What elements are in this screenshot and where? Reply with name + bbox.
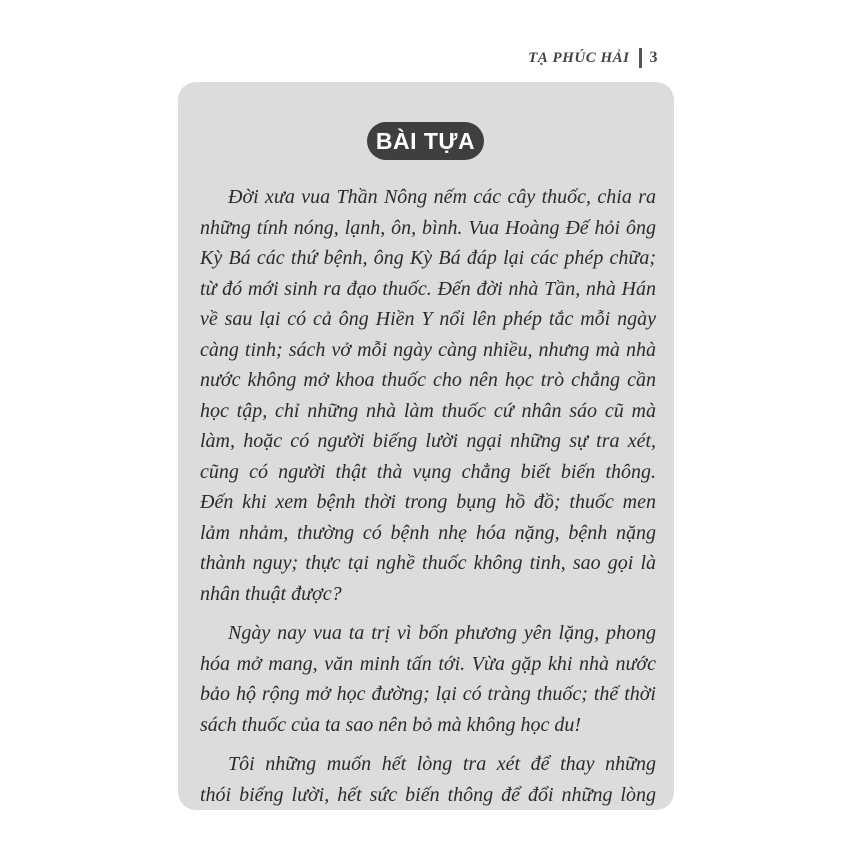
section-title: BÀI TỰA xyxy=(367,122,484,160)
preface-line: hóa mở mang, văn minh tấn tới. Vừa gặp khi nhà nước xyxy=(200,652,656,675)
running-header-author: TẠ PHÚC HẢI xyxy=(528,49,630,66)
preface-paragraph xyxy=(200,749,656,810)
preface-line: nhân thuật được? xyxy=(200,582,342,605)
preface-line: cũng có người thật thà vụng chẳng biết biến thông. xyxy=(200,460,656,483)
preface-line: sách thuốc của ta sao nên bỏ mà không học du! xyxy=(200,713,582,736)
preface-panel xyxy=(178,82,674,810)
preface-line: càng tinh; sách vở mỗi ngày càng nhiều, nhưng mà nhà xyxy=(200,338,656,361)
preface-paragraph xyxy=(200,618,656,740)
preface-line: lảm nhảm, thường có bệnh nhẹ hóa nặng, bệnh nặng xyxy=(200,521,656,544)
preface-line: bảo hộ rộng mở học đường; lại có tràng thuốc; thế thời xyxy=(200,683,656,705)
preface-line: từ đó mới sinh ra đạo thuốc. Đến đời nhà Tần, nhà Hán xyxy=(200,277,656,300)
preface-line: Kỳ Bá các thứ bệnh, ông Kỳ Bá đáp lại các phép chữa; xyxy=(200,247,656,269)
preface-line: Đến khi xem bệnh thời trong bụng hồ đồ; thuốc men xyxy=(200,491,656,513)
running-header xyxy=(528,48,658,68)
page-number: 3 xyxy=(649,49,658,66)
preface-line: Tôi những muốn hết lòng tra xét để thay những xyxy=(228,753,656,775)
preface-line: Đời xưa vua Thần Nông nếm các cây thuốc, chia ra xyxy=(228,186,656,208)
preface-line: làm, hoặc có người biếng lười ngại những sự tra xét, xyxy=(200,430,656,452)
preface-line: thói biếng lười, hết sức biến thông để đổi những lòng xyxy=(200,783,656,806)
preface-line: về sau lại có cả ông Hiền Y nổi lên phép tắc mỗi ngày xyxy=(200,308,656,330)
header-divider xyxy=(639,48,642,68)
preface-body xyxy=(200,182,656,810)
preface-line: Ngày nay vua ta trị vì bốn phương yên lặng, phong xyxy=(228,622,656,644)
preface-line: những tính nóng, lạnh, ôn, bình. Vua Hoàng Đế hỏi ông xyxy=(200,216,656,239)
preface-line: nước không mở khoa thuốc cho nên học trò chẳng cần xyxy=(200,369,656,391)
preface-paragraph xyxy=(200,182,656,609)
preface-line: thành nguy; thực tại nghề thuốc không tinh, sao gọi là xyxy=(200,552,656,574)
preface-line: học tập, chỉ những nhà làm thuốc cứ nhân sáo cũ mà xyxy=(200,399,656,422)
